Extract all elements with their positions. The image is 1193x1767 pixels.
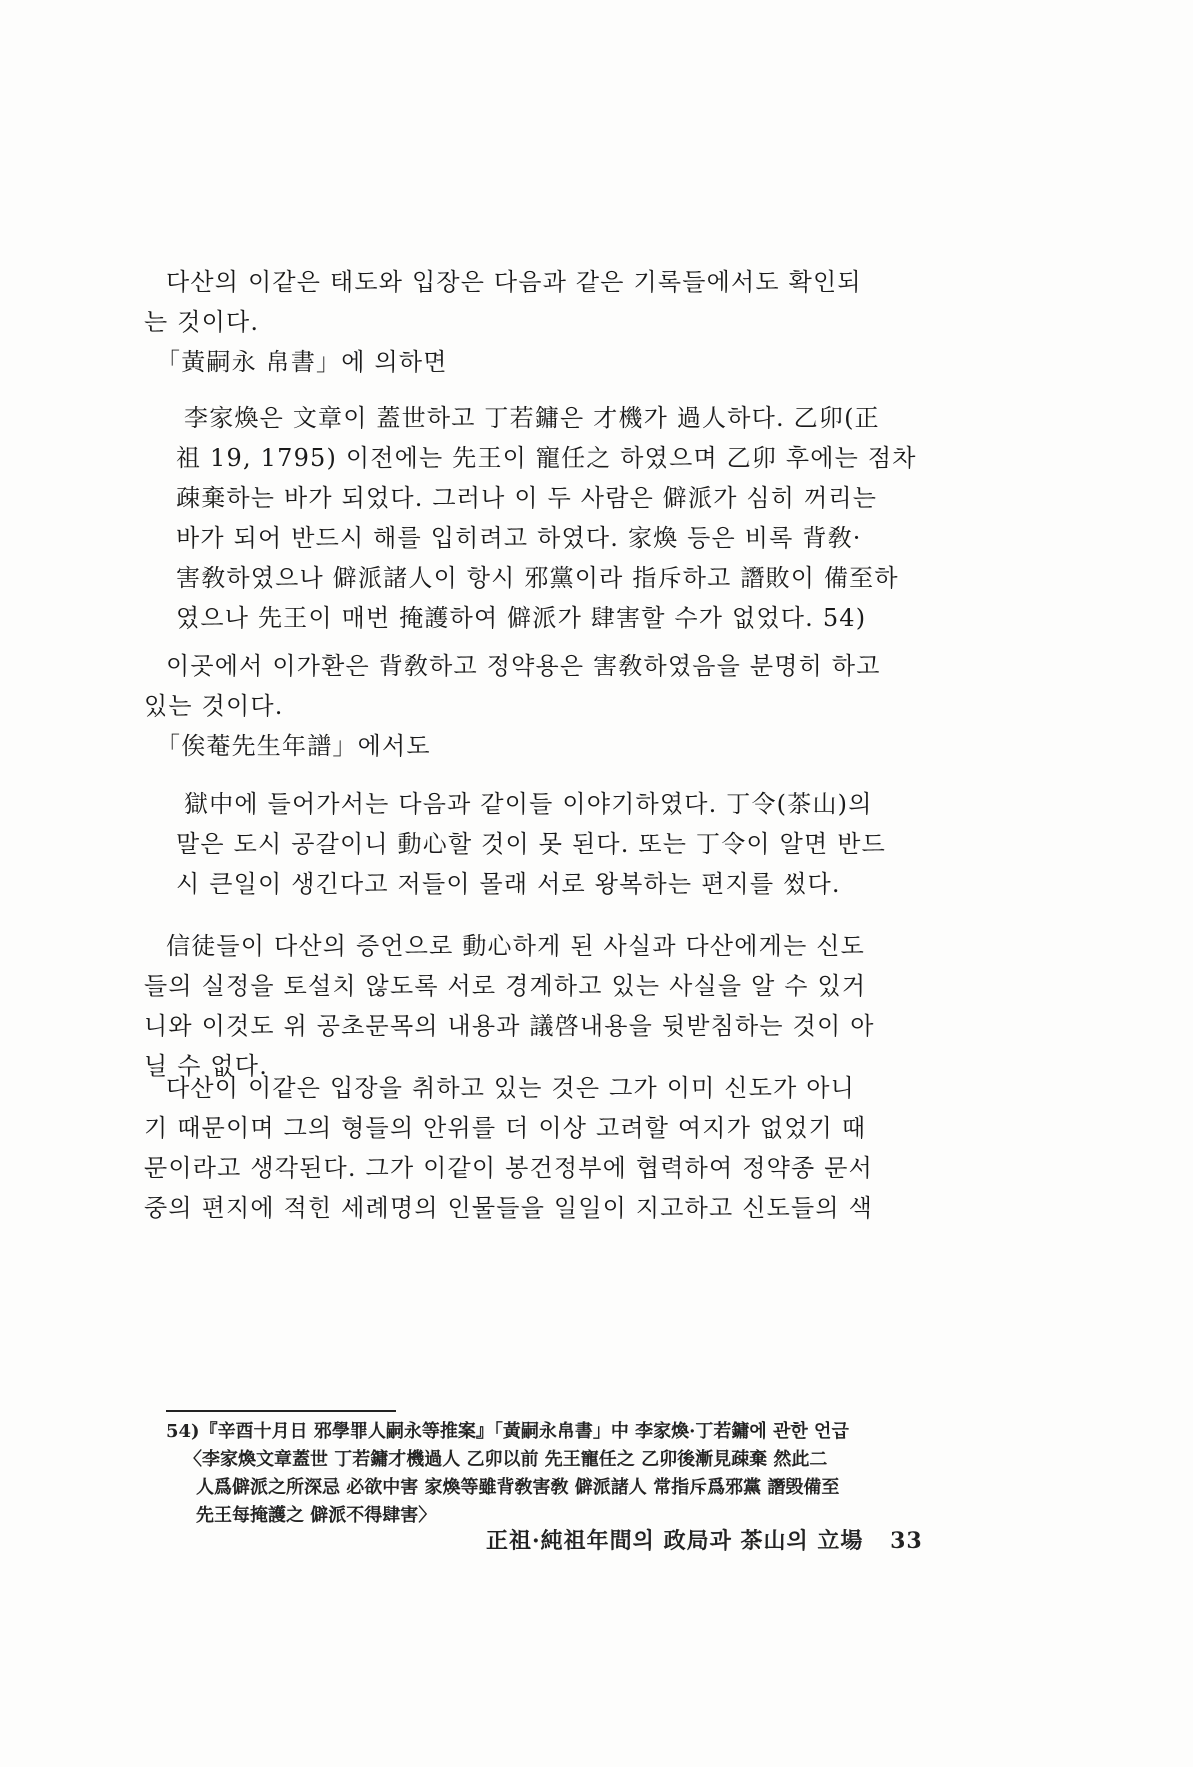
text-line: 들의 실정을 토설치 않도록 서로 경계하고 있는 사실을 알 수 있거 <box>144 972 867 1000</box>
quote-line: 李家煥은 文章이 蓋世하고 丁若鏞은 才機가 過人하다. 乙卯(正 <box>184 404 880 432</box>
text-line: 있는 것이다. <box>144 692 284 720</box>
page-number: 33 <box>890 1528 923 1554</box>
quote-line: 疎棄하는 바가 되었다. 그러나 이 두 사람은 僻派가 심히 꺼리는 <box>176 484 878 512</box>
footnote-line: 先王每掩護之 僻派不得肆害〉 <box>196 1505 437 1526</box>
text-line: 다산의 이같은 태도와 입장은 다음과 같은 기록들에서도 확인되 <box>166 268 862 296</box>
footnote-line: 54)『辛酉十月日 邪學罪人嗣永等推案』「黃嗣永帛書」中 李家煥·丁若鏞에 관한 언급 <box>166 1421 849 1442</box>
paragraph-2 <box>144 646 881 766</box>
text-line: 다산이 이같은 입장을 취하고 있는 것은 그가 이미 신도가 아니 <box>166 1074 856 1102</box>
quote-line: 였으나 先王이 매번 掩護하여 僻派가 肆害할 수가 없었다. 54) <box>176 604 867 632</box>
quote-line: 獄中에 들어가서는 다음과 같이들 이야기하였다. 丁令(茶山)의 <box>184 790 873 818</box>
text-line: 니와 이것도 위 공초문목의 내용과 議啓내용을 뒷받침하는 것이 아 <box>144 1012 875 1040</box>
text-line: 문이라고 생각된다. 그가 이같이 봉건정부에 협력하여 정약종 문서 <box>144 1154 873 1182</box>
text-line: 닐 수 없다. <box>144 1052 269 1080</box>
text-line: 이곳에서 이가환은 背敎하고 정약용은 害敎하였음을 분명히 하고 <box>166 652 881 680</box>
text-line: 信徒들이 다산의 증언으로 動心하게 된 사실과 다산에게는 신도 <box>166 932 866 960</box>
footnote-divider <box>166 1410 396 1412</box>
footnote-line: 人爲僻派之所深忌 必欲中害 家煥等雖背敎害敎 僻派諸人 常指斥爲邪黨 譖毁備至 <box>196 1477 840 1498</box>
block-quote-1 <box>166 398 917 638</box>
quote-line: 시 큰일이 생긴다고 저들이 몰래 서로 왕복하는 편지를 썼다. <box>176 870 841 898</box>
quote-line: 말은 도시 공갈이니 動心할 것이 못 된다. 또는 丁令이 알면 반드 <box>176 830 886 858</box>
text-line: 중의 편지에 적힌 세례명의 인물들을 일일이 지고하고 신도들의 색 <box>144 1194 873 1222</box>
paragraph-1 <box>144 262 866 382</box>
block-quote-2 <box>166 784 886 904</box>
running-title: 正祖·純祖年間의 政局과 茶山의 立場 <box>486 1528 864 1554</box>
text-line: 는 것이다. <box>144 308 260 336</box>
running-footer <box>486 1524 923 1555</box>
paragraph-4 <box>144 1068 873 1228</box>
source-citation: 「黃嗣永 帛書」에 의하면 <box>156 348 448 376</box>
quote-line: 祖 19, 1795) 이전에는 先王이 寵任之 하였으며 乙卯 후에는 점차 <box>176 444 917 472</box>
quote-line: 바가 되어 반드시 해를 입히려고 하였다. 家煥 등은 비록 背敎· <box>176 524 862 552</box>
source-citation: 「俟菴先生年譜」에서도 <box>156 732 431 760</box>
quote-line: 害敎하였으나 僻派諸人이 항시 邪黨이라 指斥하고 譖敗이 備至하 <box>176 564 899 592</box>
paragraph-3 <box>144 926 875 1086</box>
text-line: 기 때문이며 그의 형들의 안위를 더 이상 고려할 여지가 없었기 때 <box>144 1114 867 1142</box>
footnote-54 <box>166 1418 886 1530</box>
footnote-line: 〈李家煥文章蓋世 丁若鏞才機過人 乙卯以前 先王寵任之 乙卯後漸見疎棄 然此二 <box>184 1449 828 1470</box>
